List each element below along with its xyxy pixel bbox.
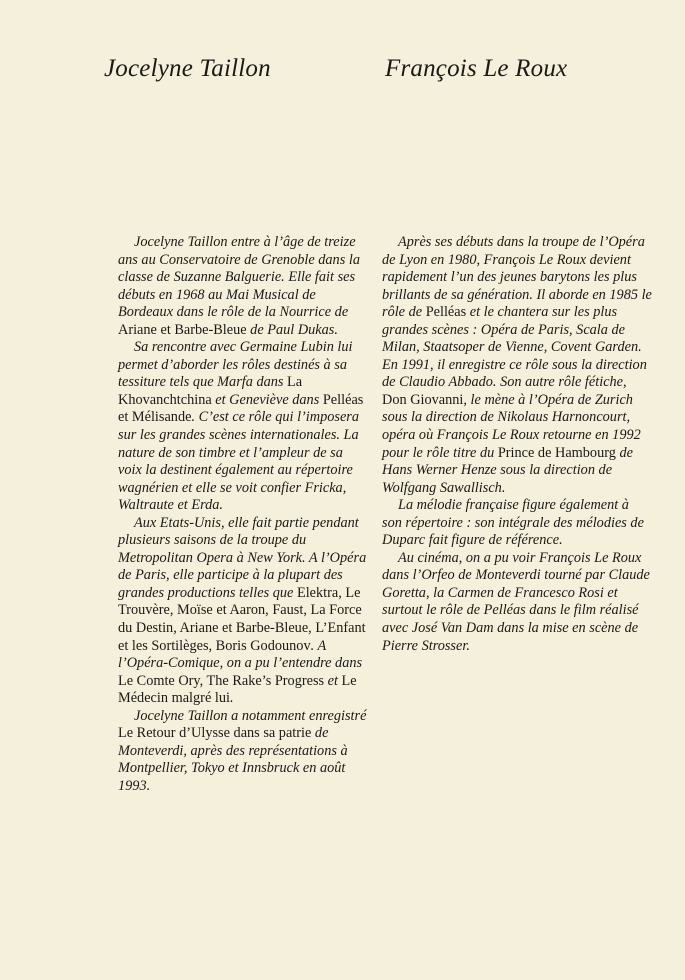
work-title-text: Le Comte Ory, The Rake’s Progress [118, 672, 325, 689]
paragraph-text: de Paul Dukas. [246, 321, 338, 338]
biography-paragraph [382, 234, 652, 497]
paragraph-text: et Geneviève dans [211, 391, 323, 408]
artist-name-right: François Le Roux [385, 55, 568, 82]
work-title-text: Don Giovanni [382, 391, 464, 408]
paragraph-text: Au cinéma, on a pu voir François Le Roux dans l’Orfeo de Monteverdi tourné par Claude Goretta, la Carmen de Francesco Rosi et surtout le rôle de Pelléas dans le film réalisé avec José Van Dam dans la mise en scène de Pierre Strosser. [382, 549, 650, 654]
paragraph-text: . C’est ce rôle qui l’imposera sur les grandes scènes internationales. La nature de son timbre et l’ampleur de sa voix la destinent également au répertoire wagnérien et elle se voit confier Fricka, Waltraute et Erda. [118, 409, 360, 514]
paragraph-text: Sa rencontre avec Germaine Lubin lui permet d’aborder les rôles destinés à sa tessiture tels que Marfa dans [118, 339, 353, 391]
biography-paragraph [382, 550, 652, 655]
paragraph-text: et le chantera sur les plus grandes scènes : Opéra de Paris, Scala de Milan, Staatsoper de Vienne, Covent Garden. En 1991, il enregistre ce rôle sous la direction de Claudio Abbado. Son autre rôle fétiche, [382, 304, 647, 391]
biography-column-right [382, 234, 652, 655]
work-title-text: Pelléas [425, 304, 467, 321]
paragraph-text: Aux Etats-Unis, elle fait partie pendant plusieurs saisons de la troupe du Metropolitan Opera à New York. A l’Opéra de Paris, elle participe à la plupart des grandes productions telles que [118, 514, 367, 601]
work-title-text: Elektra, Le Trouvère, Moïse et Aaron, Faust, La Force du Destin, Ariane et Barbe-Bleue, L’Enfant et les Sortilèges, Boris Godounov [118, 584, 366, 654]
paragraph-text: . A l’Opéra-Comique, on a pu l’entendre dans [118, 637, 363, 672]
artist-name-left: Jocelyne Taillon [104, 55, 271, 82]
biography-paragraph [382, 497, 652, 550]
biography-paragraph [118, 339, 370, 514]
biography-paragraph [118, 234, 370, 339]
work-title-text: Le Retour d’Ulysse dans sa patrie [118, 725, 312, 742]
paragraph-text: Jocelyne Taillon a notamment enregistré [134, 707, 367, 724]
paragraph-text: , le mène à l’Opéra de Zurich sous la direction de Nikolaus Harnoncourt, opéra où François Le Roux retourne en 1992 pour le rôle titre du [382, 391, 641, 461]
paragraph-text: et [324, 672, 342, 689]
biography-column-left [118, 234, 370, 796]
paragraph-text: Après ses débuts dans la troupe de l’Opéra de Lyon en 1980, François Le Roux devient rapidement l’un des jeunes barytons les plus brillants de sa génération. Il aborde en 1985 le rôle de [382, 234, 652, 321]
work-title-text: Ariane et Barbe-Bleue [118, 321, 247, 338]
biography-paragraph [118, 515, 370, 708]
work-title-text: La Khovanchtchina [118, 374, 303, 408]
paragraph-text: La mélodie française figure également à son répertoire : son intégrale des mélodies de Duparc fait figure de référence. [382, 497, 644, 549]
work-title-text: Prince de Hambourg [497, 444, 616, 461]
work-title-text: Pelléas et Mélisande [118, 391, 364, 426]
paragraph-text: Jocelyne Taillon entre à l’âge de treize ans au Conservatoire de Grenoble dans la classe de Suzanne Balguerie. Elle fait ses débuts en 1968 au Mai Musical de Bordeaux dans le rôle de la Nourrice de [118, 234, 360, 321]
paragraph-text: . [229, 690, 234, 707]
biography-paragraph [118, 708, 370, 796]
work-title-text: Le Médecin malgré lui [118, 672, 357, 707]
paragraph-text: de Monteverdi, après des représentations à Montpellier, Tokyo et Innsbruck en août 1993. [118, 725, 348, 794]
paragraph-text: de Hans Werner Henze sous la direction de Wolfgang Sawallisch. [382, 444, 633, 496]
